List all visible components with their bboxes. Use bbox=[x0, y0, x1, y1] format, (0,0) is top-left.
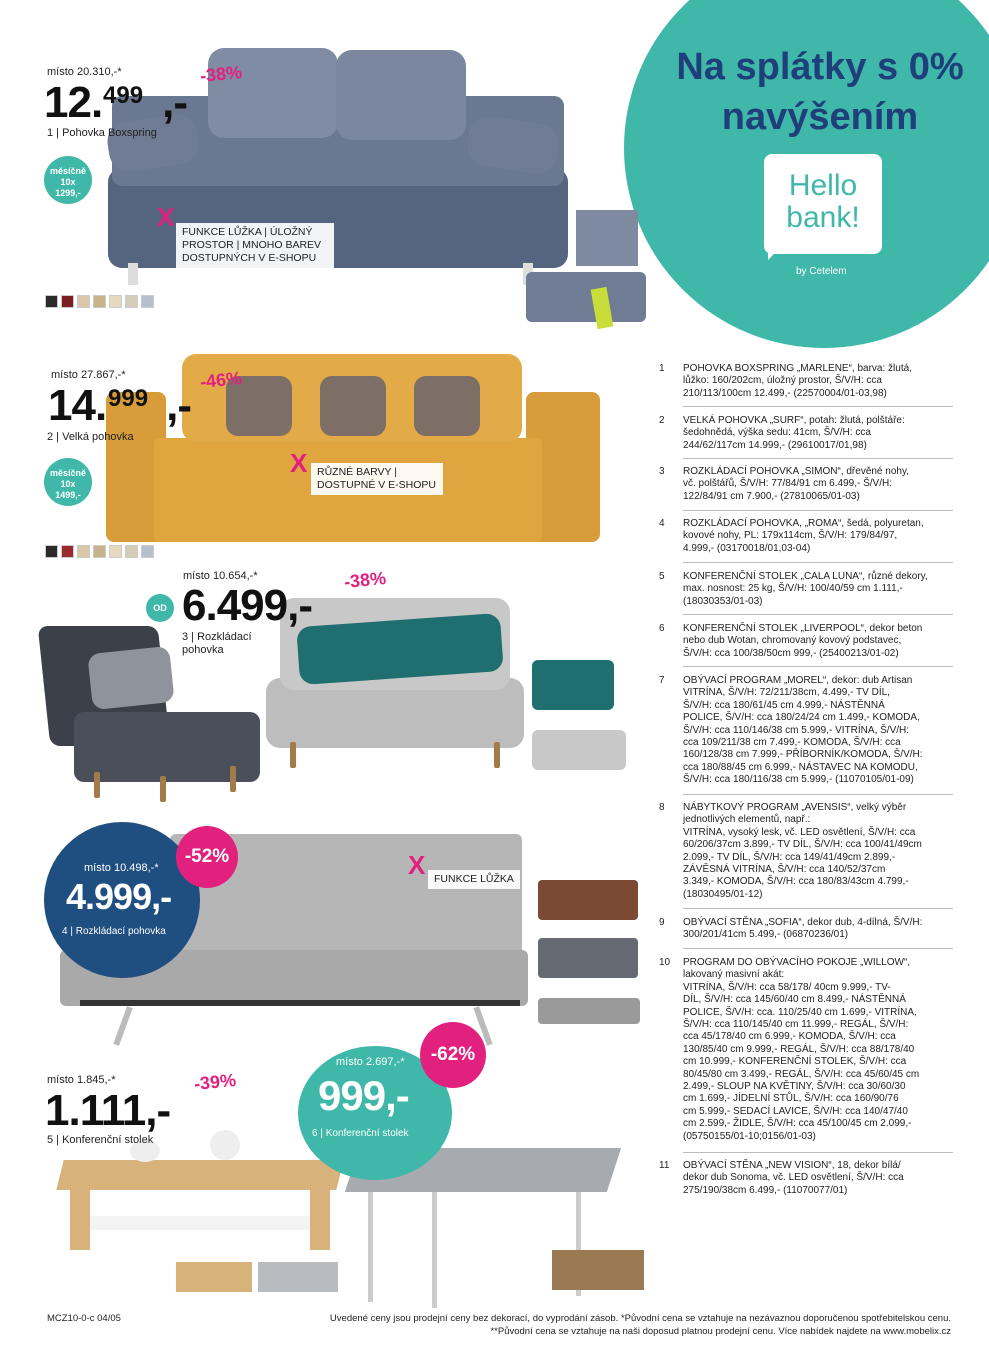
product-4-bed-variant bbox=[538, 998, 640, 1024]
hello-bank-logo bbox=[764, 154, 882, 254]
divider bbox=[683, 562, 953, 563]
product-1-caption: 1 | Pohovka Boxspring bbox=[47, 127, 157, 139]
product-1-color-swatches bbox=[45, 295, 157, 308]
product-5-caption: 5 | Konferenční stolek bbox=[47, 1134, 154, 1146]
swatch[interactable] bbox=[93, 545, 106, 558]
spec-item-1: 1 POHOVKA BOXSPRING „MARLENE“, barva: žlutá, lůžko: 160/202cm, úložný prostor, Š/V/H: cca 210/113/100cm 12.499,- (22570004/01-03,98) bbox=[659, 363, 912, 399]
product-2-original-price: místo 27.867,-* bbox=[51, 369, 126, 381]
logo-text-2: bank! bbox=[786, 201, 860, 234]
divider bbox=[683, 510, 953, 511]
promo-line-2: navýšením bbox=[721, 96, 919, 138]
product-2-features: RŮZNÉ BARVY | DOSTUPNÉ V E-SHOPU bbox=[311, 463, 443, 495]
product-4-x-mark: X bbox=[408, 850, 426, 880]
swatch[interactable] bbox=[77, 545, 90, 558]
swatch[interactable] bbox=[141, 545, 154, 558]
swatch[interactable] bbox=[77, 295, 90, 308]
product-1-x-mark: X bbox=[157, 202, 175, 232]
promo-line-1: Na splátky s 0% bbox=[676, 46, 964, 88]
product-5-table-image bbox=[60, 1140, 350, 1260]
spec-item-5: 5 KONFERENČNÍ STOLEK „CALA LUNA“, různé dekory, max. nosnost: 25 kg, Š/V/H: 100/40/59 cm 1.111,- (18030353/01-03) bbox=[659, 571, 928, 607]
product-6-caption: 6 | Konferenční stolek bbox=[312, 1128, 409, 1139]
product-4-caption: 4 | Rozkládací pohovka bbox=[62, 926, 166, 937]
product-5-original-price: místo 1.845,-* bbox=[47, 1074, 116, 1086]
spec-item-8: 8 NÁBYTKOVÝ PROGRAM „AVENSIS“, velký výběr jednotlivých elementů, např.: VITRÍNA, vysoký lesk, vč. LED osvětlení, Š/V/H: cca 60/206/37cm 3.899,- TV DÍL, Š/V/H: cca 100/41/49cm 2.099,- TV DÍL, Š/V/H: cca 149/41/49cm 2.899,- ZÁVĚSNÁ VITRÍNA, Š/V/H: cca 140/52/37cm 3.349,- KOMODA, Š/V/H: cca 180/83/43cm 4.799,- (18030495/01-12) bbox=[659, 802, 922, 900]
product-3-grey-detail bbox=[532, 730, 626, 770]
product-2-color-swatches bbox=[45, 545, 157, 558]
product-1-features: FUNKCE LŮŽKA | ÚLOŽNÝ PROSTOR | MNOHO BAREV DOSTUPNÝCH V E-SHOPU bbox=[176, 223, 334, 268]
divider bbox=[683, 908, 953, 909]
divider bbox=[683, 458, 953, 459]
swatch[interactable] bbox=[141, 295, 154, 308]
by-cetelem: by Cetelem bbox=[796, 266, 847, 277]
divider bbox=[683, 406, 953, 407]
product-5-concrete-variant bbox=[258, 1262, 338, 1292]
product-3-teal-detail bbox=[532, 660, 614, 710]
product-6-price: 999,- bbox=[318, 1072, 409, 1119]
product-1-detail-bed bbox=[526, 272, 646, 322]
spec-item-10: 10 PROGRAM DO OBÝVACÍHO POKOJE „WILLOW“, lakovaný masivní akát: VITRÍNA, Š/V/H: cca 58/178/ 40cm 9.999,- TV- DÍL, Š/V/H: cca 145/60/40 cm 8.499,- NÁSTĚNNÁ POLICE, Š/V/H: cca. 110/25/40 cm 1.699,- VITRÍNA, Š/V/H: cca 110/145/40 cm 11.999,- REGÁL, Š/V/H: cca 45/178/40 cm 6.999,- KOMODA, Š/V/H: cca 130/85/40 cm 9.999,- REGÁL, Š/V/H: cca 88/178/40 cm 10.999,- KONFERENČNÍ STOLEK, Š/V/H: cca 80/45/80 cm 3.499,- REGÁL, Š/V/H: cca 45/60/45 cm 2.499,- SLOUP NA KVĚTINY, Š/V/H: cca 30/60/30 cm 1.699,- JÍDELNÍ STŮL, Š/V/H: cca 160/90/76 cm 5.999,- SEDACÍ LAVICE, Š/V/H: cca 140/47/40 cm 2.599,- ŽIDLE, Š/V/H: cca 45/100/45 cm 2.099,- (05750155/01-10;0156/01-03) bbox=[659, 957, 920, 1142]
product-6-discount: -62% bbox=[420, 1022, 486, 1088]
product-2-price: 14. ,- bbox=[48, 381, 192, 430]
product-3-price: 6.499,- bbox=[182, 581, 312, 630]
product-5-discount: -39% bbox=[193, 1069, 237, 1095]
product-1-discount: -38% bbox=[199, 61, 243, 87]
product-4-original-price: místo 10.498,-* bbox=[84, 862, 159, 874]
product-5-price: 1.111,- bbox=[45, 1086, 171, 1135]
swatch[interactable] bbox=[45, 545, 58, 558]
divider bbox=[683, 1152, 953, 1153]
spec-item-4: 4 ROZKLÁDACÍ POHOVKA, „ROMA“, šedá, polyuretan, kovové nohy, PL: 179x114cm, Š/V/H: 179/84/97, 4.999,- (03170018/01,03-04) bbox=[659, 518, 924, 554]
footer-note-1: Uvedené ceny jsou prodejní ceny bez dekorací, do vyprodání zásob. *Původní cena se vztahuje na nezávaznou doporučenou spotřebitelskou cenu. bbox=[329, 1313, 951, 1324]
divider bbox=[683, 614, 953, 615]
divider bbox=[683, 794, 953, 795]
product-4-brown-variant bbox=[538, 880, 638, 920]
product-2-monthly-badge: měsíčně 10x 1499,- bbox=[44, 458, 92, 506]
product-3-od-badge: OD bbox=[146, 594, 174, 622]
swatch[interactable] bbox=[125, 295, 138, 308]
product-1-original-price: místo 20.310,-* bbox=[47, 66, 122, 78]
footer-note-2: **Původní cena se vztahuje na naši doposud platnou prodejní cenu. Více nabídek najdete na www.mobelix.cz bbox=[490, 1326, 951, 1337]
product-1-monthly-badge: měsíčně 10x 1299,- bbox=[44, 156, 92, 204]
swatch[interactable] bbox=[93, 295, 106, 308]
spec-item-7: 7 OBÝVACÍ PROGRAM „MOREL“, dekor: dub Artisan VITRÍNA, Š/V/H: 72/211/38cm, 4.499,- TV DÍL, Š/V/H: cca 180/61/45 cm 4.999,- NÁSTĚNNÁ POLICE, Š/V/H: cca 180/24/24 cm 1.499,- KOMODA, Š/V/H: cca 110/146/38 cm 5.999,- VITRÍNA, Š/V/H: cca 109/211/38 cm 7.499,- KOMODA, Š/V/H: cca 160/128/38 cm 7.999,- PŘÍBORNÍK/KOMODA, Š/V/H: cca 180/88/45 cm 6.999,- NÁSTAVEC NA KOMODU, Š/V/H: cca 180/116/38 cm 5.999,- (11070105/01-09) bbox=[659, 675, 923, 786]
product-3-caption: 3 | Rozkládací pohovka bbox=[182, 631, 252, 656]
product-6-oak-variant bbox=[552, 1250, 644, 1290]
product-4-grey-variant bbox=[538, 938, 638, 978]
product-2-caption: 2 | Velká pohovka bbox=[47, 431, 134, 443]
product-3-original-price: místo 10.654,-* bbox=[183, 570, 258, 582]
product-6-original-price: místo 2.697,-* bbox=[336, 1056, 405, 1068]
product-1-price: 12. ,- bbox=[44, 78, 188, 127]
product-4-discount: -52% bbox=[176, 826, 238, 888]
product-1-detail-storage bbox=[576, 210, 638, 266]
spec-item-9: 9 OBÝVACÍ STĚNA „SOFIA“, dekor dub, 4-dílná, Š/V/H: 300/201/41cm 5.499,- (06870236/01) bbox=[659, 917, 923, 941]
promo-title bbox=[650, 42, 989, 142]
product-2-x-mark: X bbox=[290, 448, 308, 478]
swatch[interactable] bbox=[109, 545, 122, 558]
footer-code: MCZ10-0-c 04/05 bbox=[47, 1313, 121, 1324]
product-4-features: FUNKCE LŮŽKA bbox=[428, 870, 520, 889]
spec-item-3: 3 ROZKLÁDACÍ POHOVKA „SIMON“, dřevěné nohy, vč. polštářů, Š/V/H: 77/84/91 cm 6.499,- Š/V/H: 122/84/91 cm 7.900,- (27810065/01-03) bbox=[659, 466, 909, 502]
product-2-price-cents: 999 bbox=[108, 385, 149, 412]
divider bbox=[683, 666, 953, 667]
logo-speech-tail bbox=[768, 246, 782, 260]
swatch[interactable] bbox=[109, 295, 122, 308]
swatch[interactable] bbox=[61, 295, 74, 308]
swatch[interactable] bbox=[61, 545, 74, 558]
swatch[interactable] bbox=[45, 295, 58, 308]
product-5-oak-variant bbox=[176, 1262, 252, 1292]
spec-item-2: 2 VELKÁ POHOVKA „SURF“, potah: žlutá, polštáře: šedohnědá, výška sedu: 41cm, Š/V/H: cca 244/62/117cm 14.999,- (29610017/01,98) bbox=[659, 415, 905, 451]
logo-text-1: Hello bbox=[788, 169, 858, 202]
product-3-discount: -38% bbox=[343, 567, 387, 593]
product-2-discount: -46% bbox=[199, 367, 243, 393]
product-4-price: 4.999,- bbox=[66, 876, 172, 917]
product-1-price-cents: 499 bbox=[103, 82, 144, 109]
divider bbox=[683, 948, 953, 949]
spec-item-11: 11 OBÝVACÍ STĚNA „NEW VISION“, 18, dekor bílá/ dekor dub Sonoma, vč. LED osvětlení, Š/V/H: cca 275/190/38cm 6.499,- (11070077/01) bbox=[659, 1160, 904, 1196]
spec-item-6: 6 KONFERENČNÍ STOLEK „LIVERPOOL“, dekor beton nebo dub Wotan, chromovaný kovový podstavec, Š/V/H: cca 100/38/50cm 999,- (25400213/01-02) bbox=[659, 623, 923, 659]
swatch[interactable] bbox=[125, 545, 138, 558]
